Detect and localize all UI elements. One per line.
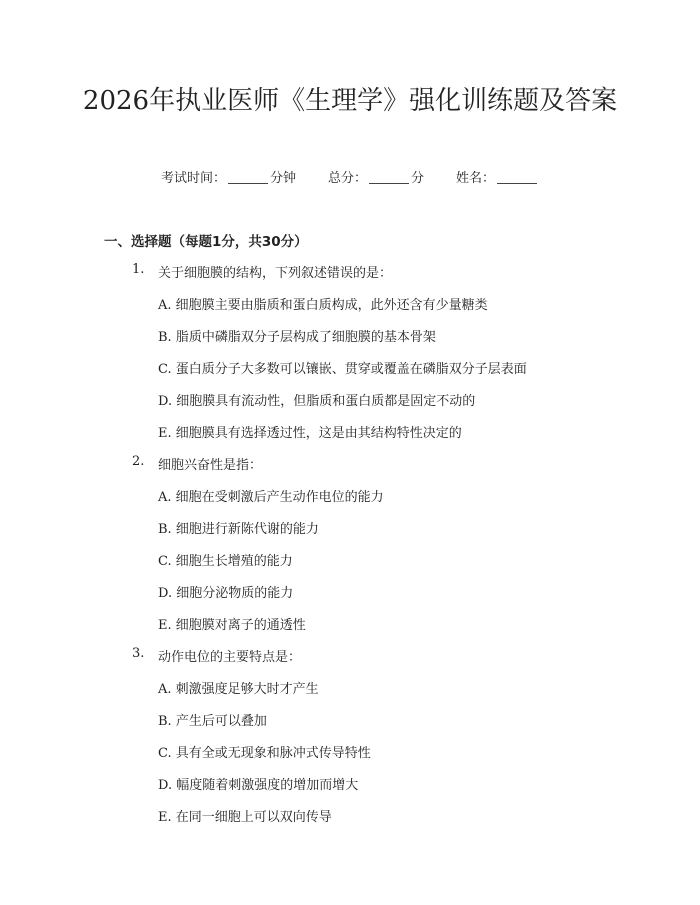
- exam-time-label: 考试时间：: [160, 171, 226, 186]
- option-b: B. 产生后可以叠加: [158, 714, 267, 729]
- total-score-unit: 分: [411, 171, 425, 186]
- question-number: 2.: [132, 454, 145, 469]
- option-e: E. 细胞膜具有选择透过性，这是由其结构特性决定的: [158, 426, 462, 441]
- name-field: [456, 167, 539, 186]
- total-score-label: 总分：: [327, 171, 367, 186]
- exam-time-blank: [228, 183, 268, 184]
- exam-time-unit: 分钟: [269, 171, 296, 186]
- question-text: 关于细胞膜的结构，下列叙述错误的是：: [158, 266, 393, 281]
- exam-info-row: [0, 167, 700, 186]
- option-b: B. 脂质中磷脂双分子层构成了细胞膜的基本骨架: [158, 330, 436, 345]
- option-d: D. 细胞膜具有流动性，但脂质和蛋白质都是固定不动的: [158, 394, 476, 409]
- option-c: C. 细胞生长增殖的能力: [158, 554, 293, 569]
- question-text: 细胞兴奋性是指：: [158, 458, 263, 473]
- option-d: D. 细胞分泌物质的能力: [158, 586, 294, 601]
- option-a: A. 刺激强度足够大时才产生: [158, 682, 319, 697]
- exam-time-field: [161, 167, 296, 186]
- option-a: A. 细胞膜主要由脂质和蛋白质构成，此外还含有少量糖类: [158, 298, 488, 313]
- name-blank: [497, 183, 537, 184]
- option-a: A. 细胞在受刺激后产生动作电位的能力: [158, 490, 384, 505]
- question-number: 3.: [132, 646, 145, 661]
- total-score-field: [328, 167, 424, 186]
- name-label: 姓名：: [456, 171, 496, 186]
- option-c: C. 蛋白质分子大多数可以镶嵌、贯穿或覆盖在磷脂双分子层表面: [158, 362, 527, 377]
- page-title: 2026年执业医师《生理学》强化训练题及答案: [82, 86, 618, 116]
- option-d: D. 幅度随着刺激强度的增加而增大: [158, 778, 359, 793]
- option-c: C. 具有全或无现象和脉冲式传导特性: [158, 746, 371, 761]
- option-b: B. 细胞进行新陈代谢的能力: [158, 522, 319, 537]
- total-score-blank: [369, 183, 409, 184]
- option-e: E. 细胞膜对离子的通透性: [158, 618, 306, 633]
- question-number: 1.: [132, 262, 145, 277]
- question-text: 动作电位的主要特点是：: [158, 650, 302, 665]
- option-e: E. 在同一细胞上可以双向传导: [158, 810, 332, 825]
- section-heading: 一、选择题（每题1分，共30分）: [104, 234, 308, 250]
